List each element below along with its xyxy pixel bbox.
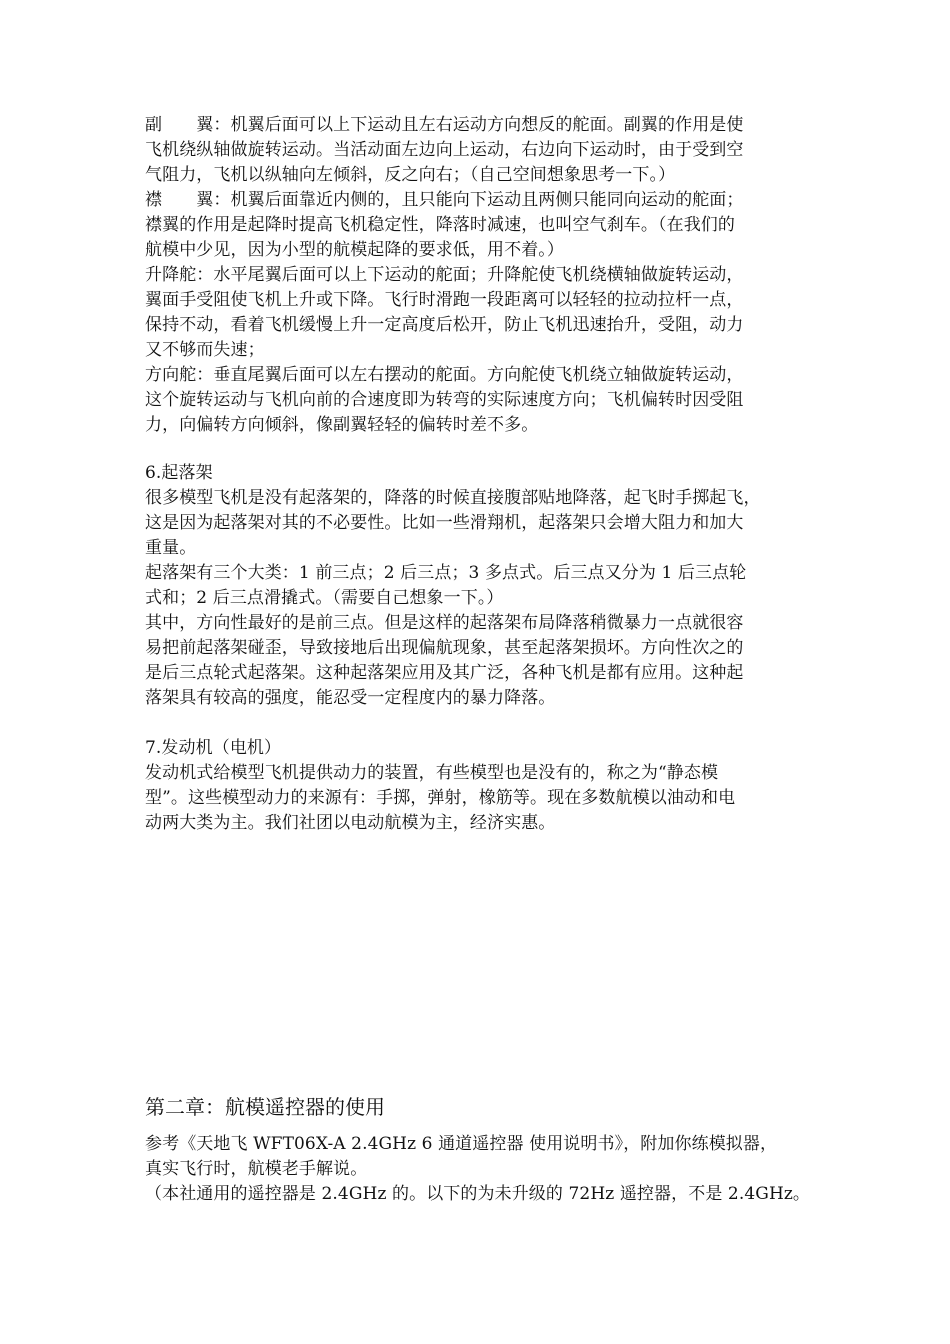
text-line: 式和；2 后三点滑撬式。（需要自己想象一下。） bbox=[145, 588, 504, 608]
text-line: 动两大类为主。我们社团以电动航模为主，经济实惠。 bbox=[145, 813, 556, 833]
text-line: 发动机式给模型飞机提供动力的装置，有些模型也是没有的，称之为“静态模 bbox=[145, 763, 719, 783]
text-line: 参考《天地飞 WFT06X-A 2.4GHz 6 通道遥控器 使用说明书》，附加你练模拟器， bbox=[145, 1134, 778, 1154]
text-line: 型”。这些模型动力的来源有：手掷，弹射，橡筋等。现在多数航模以油动和电 bbox=[145, 788, 736, 808]
text-line: 很多模型飞机是没有起落架的，降落的时候直接腹部贴地降落，起飞时手掷起飞， bbox=[145, 488, 761, 508]
section-heading: 6.起落架 bbox=[145, 463, 213, 483]
chapter-two bbox=[145, 1092, 815, 1207]
text-line: 落架具有较高的强度，能忍受一定程度内的暴力降落。 bbox=[145, 688, 556, 708]
chapter-title: 第二章：航模遥控器的使用 bbox=[145, 1095, 385, 1119]
text-line: 气阻力，飞机以纵轴向左倾斜，反之向右；（自己空间想象思考一下。） bbox=[145, 165, 676, 185]
text-line: 襟 翼：机翼后面靠近内侧的，且只能向下运动且两侧只能同向运动的舵面； bbox=[145, 190, 744, 210]
text-line: 是后三点轮式起落架。这种起落架应用及其广泛，各种飞机是都有应用。这种起 bbox=[145, 663, 744, 683]
text-line: 飞机绕纵轴做旋转运动。当活动面左边向上运动，右边向下运动时，由于受到空 bbox=[145, 140, 744, 160]
text-line: 又不够而失速； bbox=[145, 340, 265, 360]
text-line: 起落架有三个大类：1 前三点；2 后三点；3 多点式。后三点又分为 1 后三点轮 bbox=[145, 563, 747, 583]
text-line: 升降舵：水平尾翼后面可以上下运动的舵面；升降舵使飞机绕横轴做旋转运动， bbox=[145, 265, 744, 285]
text-line: 力，向偏转方向倾斜，像副翼轻轻的偏转时差不多。 bbox=[145, 415, 539, 435]
text-line: （本社通用的遥控器是 2.4GHz 的。以下的为未升级的 72Hz 遥控器，不是 2.4GHz。 bbox=[145, 1184, 811, 1204]
text-line: 方向舵：垂直尾翼后面可以左右摆动的舵面。方向舵使飞机绕立轴做旋转运动， bbox=[145, 365, 744, 385]
text-line: 翼面手受阻使飞机上升或下降。飞行时滑跑一段距离可以轻轻的拉动拉杆一点， bbox=[145, 290, 744, 310]
section-heading: 7.发动机（电机） bbox=[145, 738, 282, 758]
text-line: 其中，方向性最好的是前三点。但是这样的起落架布局降落稍微暴力一点就很容 bbox=[145, 613, 744, 633]
spacer bbox=[145, 1122, 815, 1132]
text-line: 重量。 bbox=[145, 538, 197, 558]
text-line: 副 翼：机翼后面可以上下运动且左右运动方向想反的舵面。副翼的作用是使 bbox=[145, 115, 744, 135]
text-line: 襟翼的作用是起降时提高飞机稳定性，降落时减速，也叫空气刹车。（在我们的 bbox=[145, 215, 735, 235]
text-line: 这是因为起落架对其的不必要性。比如一些滑翔机，起落架只会增大阻力和加大 bbox=[145, 513, 744, 533]
text-line: 航模中少见，因为小型的航模起降的要求低，用不着。） bbox=[145, 240, 564, 260]
control-surfaces-section bbox=[145, 113, 815, 438]
text-line: 易把前起落架碰歪，导致接地后出现偏航现象，甚至起落架损坏。方向性次之的 bbox=[145, 638, 744, 658]
landing-gear-section bbox=[145, 461, 815, 711]
text-line: 这个旋转运动与飞机向前的合速度即为转弯的实际速度方向；飞机偏转时因受阻 bbox=[145, 390, 744, 410]
engine-section bbox=[145, 736, 815, 836]
text-line: 真实飞行时，航模老手解说。 bbox=[145, 1159, 368, 1179]
text-line: 保持不动，看着飞机缓慢上升一定高度后松开，防止飞机迅速抬升，受阻，动力 bbox=[145, 315, 744, 335]
